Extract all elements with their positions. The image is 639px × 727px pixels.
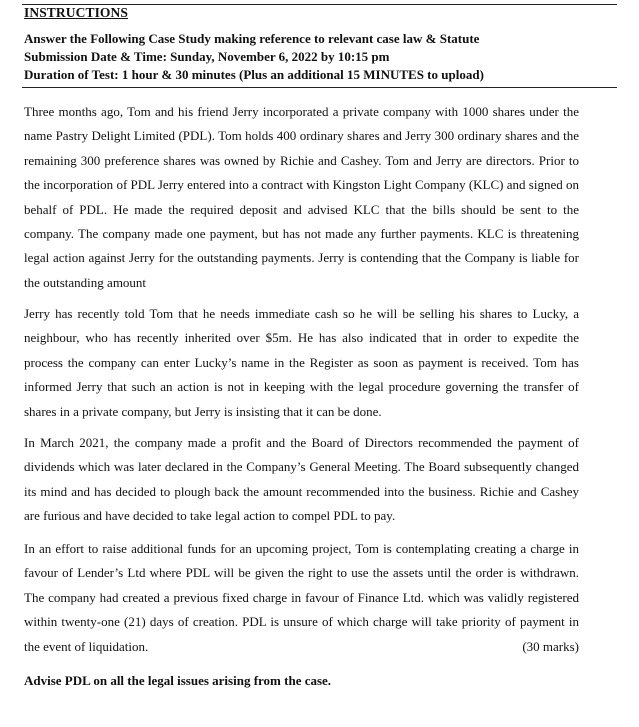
instruction-submission-date: Submission Date & Time: Sunday, November 6, 2022 by 10:15 pm [24,49,390,64]
marks-label: (30 marks) [522,638,579,654]
case-paragraph-3: In March 2021, the company made a profit and the Board of Directors recommended the payment of dividends which was later declared in the Company’s General Meeting. The Board subsequently changed its mind and has decided to plough back the amount recommended into the business. Richie and Cashey are furious and have decided to take legal action to compel PDL to pay. [24,435,579,524]
instruction-duration: Duration of Test: 1 hour & 30 minutes (Plus an additional 15 MINUTES to upload) [24,67,484,82]
advise-question: Advise PDL on all the legal issues arising from the case. [24,673,332,688]
instructions-heading: INSTRUCTIONS [24,5,128,20]
case-paragraph-4-text: In an effort to raise additional funds for an upcoming project, Tom is contemplating creating a charge in favour of Lender’s Ltd where PDL will be given the right to use the assets until the order is withdrawn. The company had created a previous fixed charge in favour of Finance Ltd. which was validly registered within twenty-one (21) days of creation. PDL is unsure of which charge will take priority of payment in the event of liquidation. [24,541,579,654]
case-paragraph-1: Three months ago, Tom and his friend Jerry incorporated a private company with 1000 shares under the name Pastry Delight Limited (PDL). Tom holds 400 ordinary shares and Jerry 300 ordinary shares and the remaining 300 preference shares was owned by Richie and Cashey. Tom and Jerry are directors. Prior to the incorporation of PDL Jerry entered into a contract with Kingston Light Company (KLC) and signed on behalf of PDL. He made the required deposit and advised KLC that the bills should be sent to the company. The company made one payment, but has not made any further payments. KLC is threatening legal action against Jerry for the outstanding payments. Jerry is contending that the Company is liable for the outstanding amount [24,104,579,290]
header-divider [22,87,617,88]
instruction-answer-line: Answer the Following Case Study making reference to relevant case law & Statute [24,31,480,46]
case-paragraph-4 [24,537,579,659]
case-paragraph-2: Jerry has recently told Tom that he needs immediate cash so he will be selling his shares to Lucky, a neighbour, who has recently inherited over $5m. He has also indicated that in order to expedite the process the company can enter Lucky’s name in the Register as soon as payment is received. Tom has informed Jerry that such an action is not in keeping with the legal procedure governing the transfer of shares in a private company, but Jerry is insisting that it can be done. [24,306,579,419]
